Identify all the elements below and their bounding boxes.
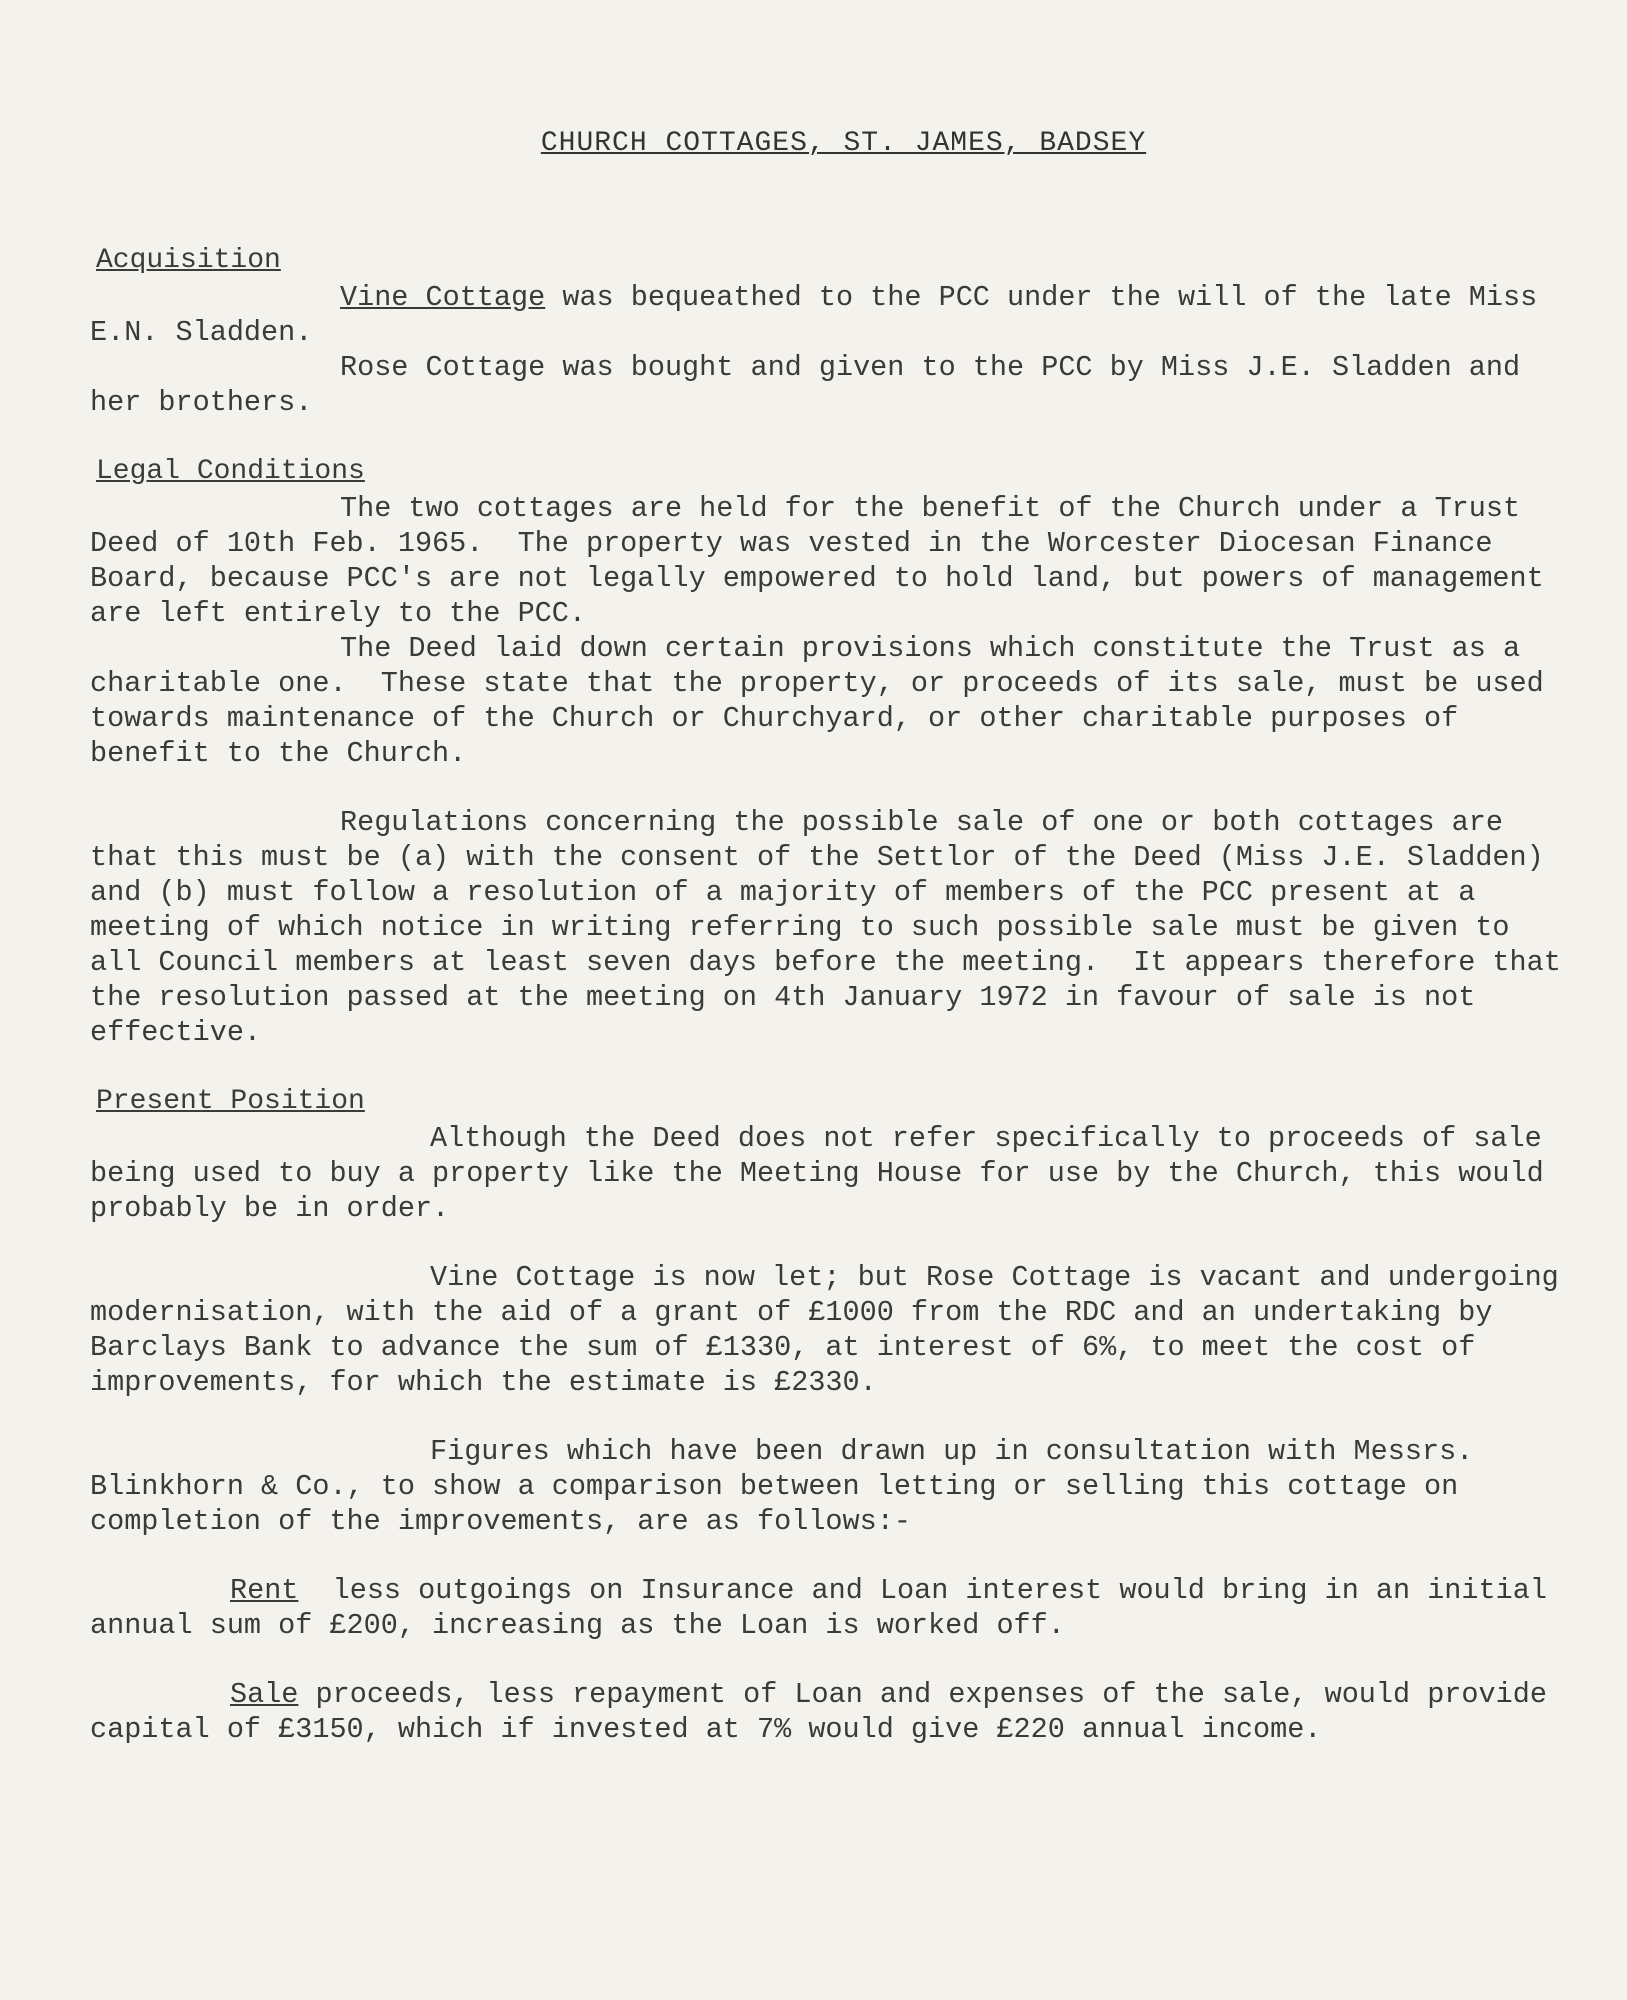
acquisition-paragraph-1 bbox=[90, 280, 1567, 350]
heading-legal-conditions: Legal Conditions bbox=[96, 456, 365, 487]
legal-paragraph-1: The two cottages are held for the benefit of the Church under a Trust Deed of 10th Feb. 1965. The property was vested in the Worcester Diocesan Finance Board, because PCC's are not legally empowered to hold land, but powers of management are left entirely to the PCC. bbox=[90, 492, 1561, 630]
legal-paragraph-3: Regulations concerning the possible sale of one or both cottages are that this must be (a) with the consent of the Settlor of the Deed (Miss J.E. Sladden) and (b) must follow a resolution of a majority of members of the PCC present at a meeting of which notice in writing referring to such possible sale must be given to all Council members at least seven days before the meeting. It appears therefore that the resolution passed at the meeting on 4th January 1972 in favour of sale is not effective. bbox=[90, 806, 1578, 1049]
present-paragraph-1: Although the Deed does not refer specifically to proceeds of sale being used to buy a property like the Meeting House for use by the Church, this would probably be in order. bbox=[90, 1122, 1561, 1225]
rent-paragraph-text: less outgoings on Insurance and Loan interest would bring in an initial annual sum of £200, increasing as the Loan is worked off. bbox=[90, 1574, 1565, 1642]
vine-cottage-label: Vine Cottage bbox=[340, 281, 546, 314]
rent-label: Rent bbox=[230, 1574, 299, 1607]
present-paragraph-3: Figures which have been drawn up in consultation with Messrs. Blinkhorn & Co., to show a comparison between letting or selling this cottage on completion of the improvements, are as follows:- bbox=[90, 1435, 1491, 1538]
sale-paragraph-text: proceeds, less repayment of Loan and expenses of the sale, would provide capital of £3150, which if invested at 7% would give £220 annual income. bbox=[90, 1678, 1565, 1746]
heading-present-position: Present Position bbox=[96, 1086, 365, 1117]
legal-paragraph-2: The Deed laid down certain provisions which constitute the Trust as a charitable one. These state that the property, or proceeds of its sale, must be used towards maintenance of the Church or Churchyard, or other charitable purposes of benefit to the Church. bbox=[90, 632, 1561, 770]
heading-acquisition: Acquisition bbox=[96, 245, 281, 276]
present-paragraph-2: Vine Cottage is now let; but Rose Cottage is vacant and undergoing modernisation, with the aid of a grant of £1000 from the RDC and an undertaking by Barclays Bank to advance the sum of £1330, at interest of 6%, to meet the cost of improvements, for which the estimate is £2330. bbox=[90, 1261, 1576, 1399]
acquisition-paragraph-1-text: was bequeathed to the PCC under the will of the late Miss E.N. Sladden. bbox=[90, 281, 1555, 349]
rent-paragraph bbox=[90, 1573, 1567, 1643]
sale-paragraph bbox=[90, 1677, 1567, 1747]
document-title: CHURCH COTTAGES, ST. JAMES, BADSEY bbox=[540, 128, 1147, 159]
sale-label: Sale bbox=[230, 1678, 299, 1711]
acquisition-paragraph-2: Rose Cottage was bought and given to the PCC by Miss J.E. Sladden and her brothers. bbox=[90, 351, 1538, 419]
